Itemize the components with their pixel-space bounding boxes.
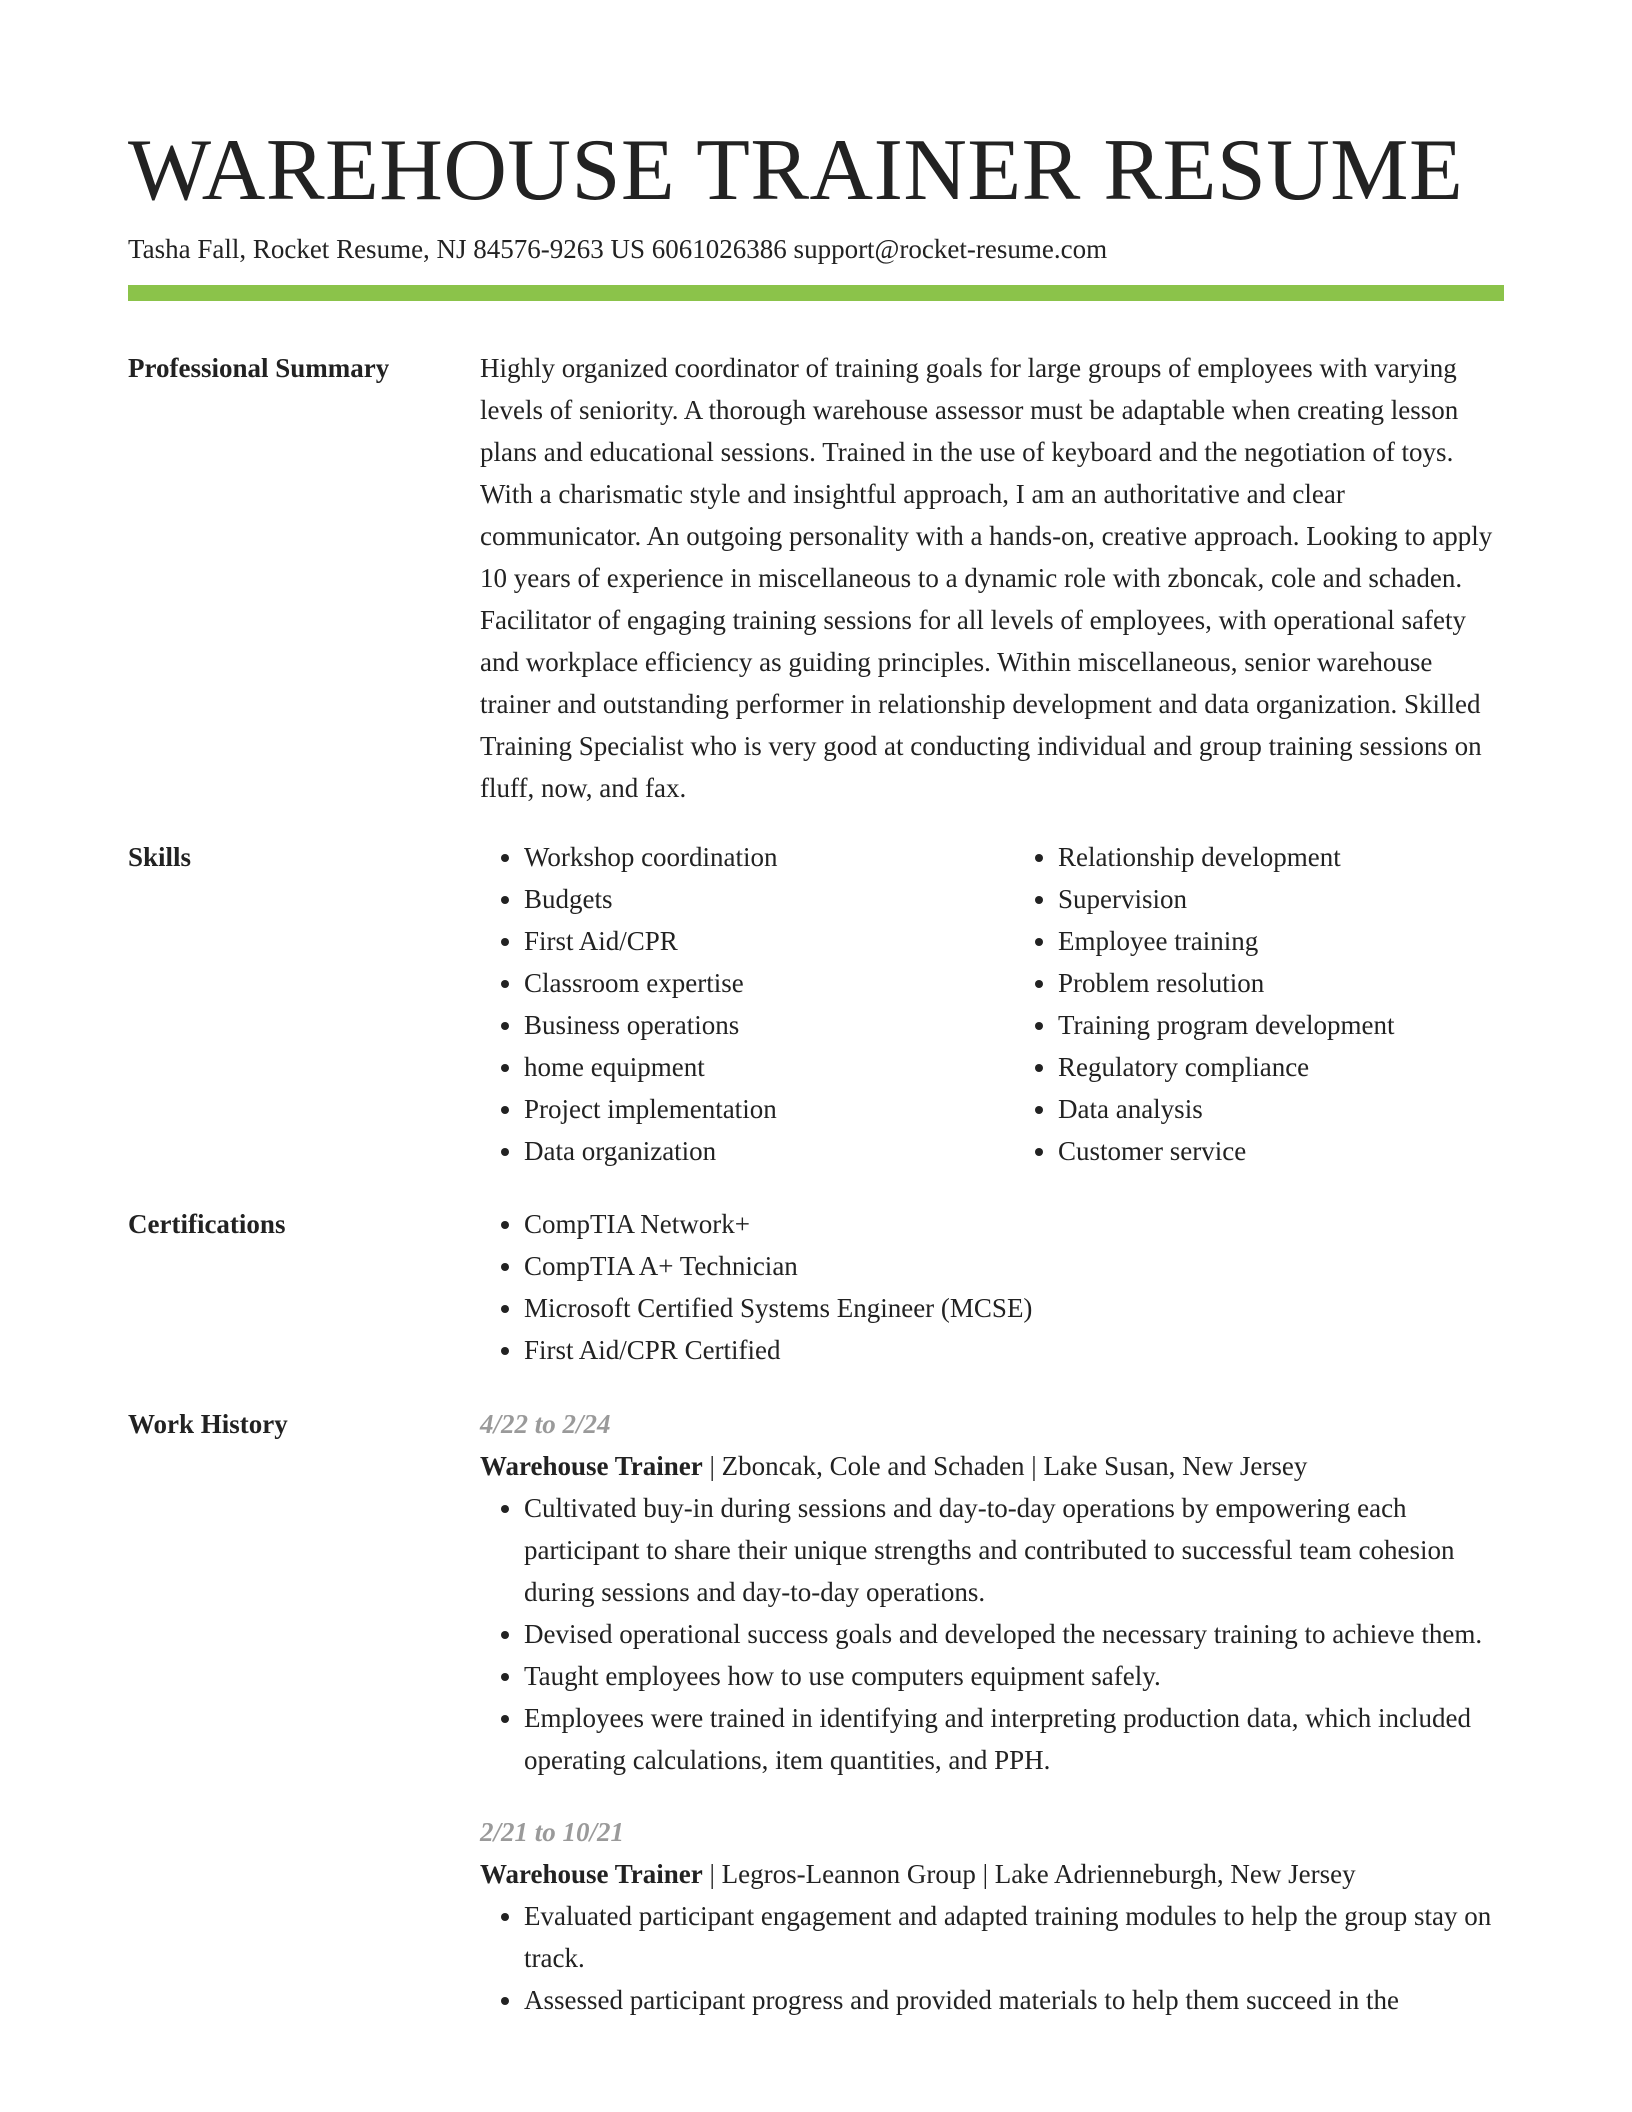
skills-heading: Skills <box>128 842 192 872</box>
certification-item: • Microsoft Certified Systems Engineer (MCSE) <box>524 1287 1504 1329</box>
skills-body <box>480 836 1504 1172</box>
job-entry <box>480 1811 1504 2021</box>
job-dates: 4/22 to 2/24 <box>480 1409 611 1439</box>
accent-divider <box>128 285 1504 301</box>
skill-item: • Training program development <box>1058 1004 1504 1046</box>
skill-item: • Supervision <box>1058 878 1504 920</box>
skill-item: • Employee training <box>1058 920 1504 962</box>
job-bullet: • Devised operational success goals and developed the necessary training to achieve them. <box>524 1613 1504 1655</box>
certification-item: • CompTIA A+ Technician <box>524 1245 1504 1287</box>
certifications-heading: Certifications <box>128 1209 286 1239</box>
skill-item: • Regulatory compliance <box>1058 1046 1504 1088</box>
job-bullet: • Taught employees how to use computers equipment safely. <box>524 1655 1504 1697</box>
job-heading <box>480 1445 1504 1487</box>
skill-item: • Data organization <box>524 1130 970 1172</box>
job-entry <box>480 1403 1504 1781</box>
job-bullet: • Assessed participant progress and provided materials to help them succeed in the <box>524 1979 1504 2021</box>
summary-heading: Professional Summary <box>128 353 390 383</box>
job-bullets <box>480 1895 1504 2021</box>
contact-line: Tasha Fall, Rocket Resume, NJ 84576-9263 US 6061026386 support@rocket-resume.com <box>128 234 1108 264</box>
job-heading <box>480 1853 1504 1895</box>
job-bullet: • Evaluated participant engagement and adapted training modules to help the group stay on track. <box>524 1895 1504 1979</box>
job-details: | Zboncak, Cole and Schaden | Lake Susan, New Jersey <box>702 1451 1308 1481</box>
skill-item: • Problem resolution <box>1058 962 1504 1004</box>
skills-list-left <box>480 836 970 1172</box>
job-bullet: • Employees were trained in identifying and interpreting production data, which included operating calculations, item quantities, and PPH. <box>524 1697 1504 1781</box>
skill-item: • Workshop coordination <box>524 836 970 878</box>
skill-item: • Budgets <box>524 878 970 920</box>
job-title: Warehouse Trainer <box>480 1451 703 1481</box>
certification-item: • CompTIA Network+ <box>524 1203 1504 1245</box>
certification-item: • First Aid/CPR Certified <box>524 1329 1504 1371</box>
job-bullets <box>480 1487 1504 1781</box>
skill-item: • Classroom expertise <box>524 962 970 1004</box>
skill-item: • Project implementation <box>524 1088 970 1130</box>
certifications-list <box>480 1203 1504 1371</box>
certifications-body <box>480 1203 1504 1371</box>
skills-list-right <box>1014 836 1504 1172</box>
skill-item: • home equipment <box>524 1046 970 1088</box>
skill-item: • Customer service <box>1058 1130 1504 1172</box>
job-dates: 2/21 to 10/21 <box>480 1817 625 1847</box>
skill-item: • Data analysis <box>1058 1088 1504 1130</box>
job-details: | Legros-Leannon Group | Lake Adrienneburgh, New Jersey <box>702 1859 1356 1889</box>
summary-text: Highly organized coordinator of training goals for large groups of employees with varying levels of seniority. A thorough warehouse assessor must be adaptable when creating lesson plans and educational sessions. Trained in the use of keyboard and the negotiation of toys. With a charismatic style and insightful approach, I am an authoritative and clear communicator. An outgoing personality with a hands-on, creative approach. Looking to apply 10 years of experience in miscellaneous to a dynamic role with zboncak, cole and schaden. Facilitator of engaging training sessions for all levels of employees, with operational safety and workplace efficiency as guiding principles. Within miscellaneous, senior warehouse trainer and outstanding performer in relationship development and data organization. Skilled Training Specialist who is very good at conducting individual and group training sessions on fluff, now, and fax. <box>480 353 1493 803</box>
job-bullet: • Cultivated buy-in during sessions and day-to-day operations by empowering each participant to share their unique strengths and contributed to successful team cohesion during sessions and day-to-day operations. <box>524 1487 1504 1613</box>
skill-item: • First Aid/CPR <box>524 920 970 962</box>
work-history-heading: Work History <box>128 1409 288 1439</box>
job-title: Warehouse Trainer <box>480 1859 703 1889</box>
skill-item: • Relationship development <box>1058 836 1504 878</box>
skill-item: • Business operations <box>524 1004 970 1046</box>
summary-body <box>480 347 1504 809</box>
work-history-body <box>480 1403 1504 2051</box>
resume-title: WAREHOUSE TRAINER RESUME <box>128 122 1464 219</box>
